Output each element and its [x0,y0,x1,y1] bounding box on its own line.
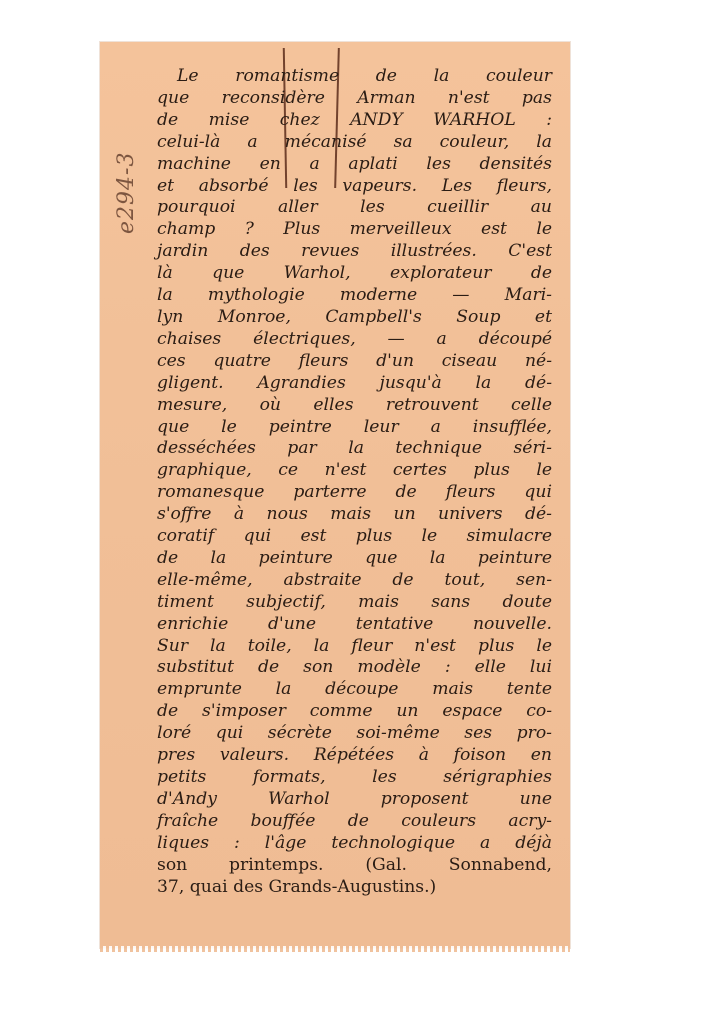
article-line: desséchées par la technique séri- [157,438,552,459]
newspaper-clipping [100,42,570,948]
article-line: chaises électriques, — a découpé [157,328,552,349]
article-line: Le romantisme de la couleur [177,66,552,86]
article-line: gligent. Agrandies jusqu'à la dé- [157,372,552,393]
article-line: jardin des revues illustrées. C'est [157,241,552,262]
article-line: substitut de son modèle : elle lui [157,657,552,678]
article-line: elle-même, abstraite de tout, sen- [157,569,552,590]
article-line: Sur la toile, la fleur n'est plus le [157,635,552,656]
article-line: là que Warhol, explorateur de [157,263,552,284]
article-line: ces quatre fleurs d'un ciseau né- [157,350,552,371]
article-line: celui-là a mécanisé sa couleur, la [157,131,552,152]
article-line: et absorbé les vapeurs. Les fleurs, [157,175,552,196]
article-line: lyn Monroe, Campbell's Soup et [157,306,552,327]
article-line: que reconsidère Arman n'est pas [157,87,552,108]
article-line: de mise chez ANDY WARHOL : [157,109,552,130]
article-line: enrichie d'une tentative nouvelle. [157,613,552,634]
article-line: s'offre à nous mais un univers dé- [157,504,552,525]
article-line: timent subjectif, mais sans doute [157,591,552,612]
article-line: champ ? Plus merveilleux est le [157,219,552,240]
article-line: pourquoi aller les cueillir au [157,197,552,218]
article-line: 37, quai des Grands-Augustins.) [157,876,437,897]
article-line: de s'imposer comme un espace co- [157,701,552,722]
article-line: mesure, où elles retrouvent celle [157,394,552,415]
article-line: machine en a aplati les densités [157,153,552,174]
article-line: graphique, ce n'est certes plus le [157,460,552,481]
handwritten-reference: e294-3 [114,151,139,234]
article-line: romanesque parterre de fleurs qui [157,482,552,503]
article-line: pres valeurs. Répétées à foison en [157,745,552,766]
article-line: emprunte la découpe mais tente [157,679,552,700]
article-line: d'Andy Warhol proposent une [157,788,552,809]
article-line: coratif qui est plus le simulacre [157,526,552,547]
article-line: son printemps. (Gal. Sonnabend, [157,854,552,875]
article-line: fraîche bouffée de couleurs acry- [157,810,552,831]
article-line: que le peintre leur a insufflée, [157,416,552,437]
article-text [157,66,552,898]
article-line: liques : l'âge technologique a déjà [157,832,552,853]
article-line: petits formats, les sérigraphies [157,767,552,787]
article-line: la mythologie moderne — Mari- [157,285,552,306]
article-line: de la peinture que la peinture [157,547,552,568]
article-line: loré qui sécrète soi-même ses pro- [157,723,552,744]
